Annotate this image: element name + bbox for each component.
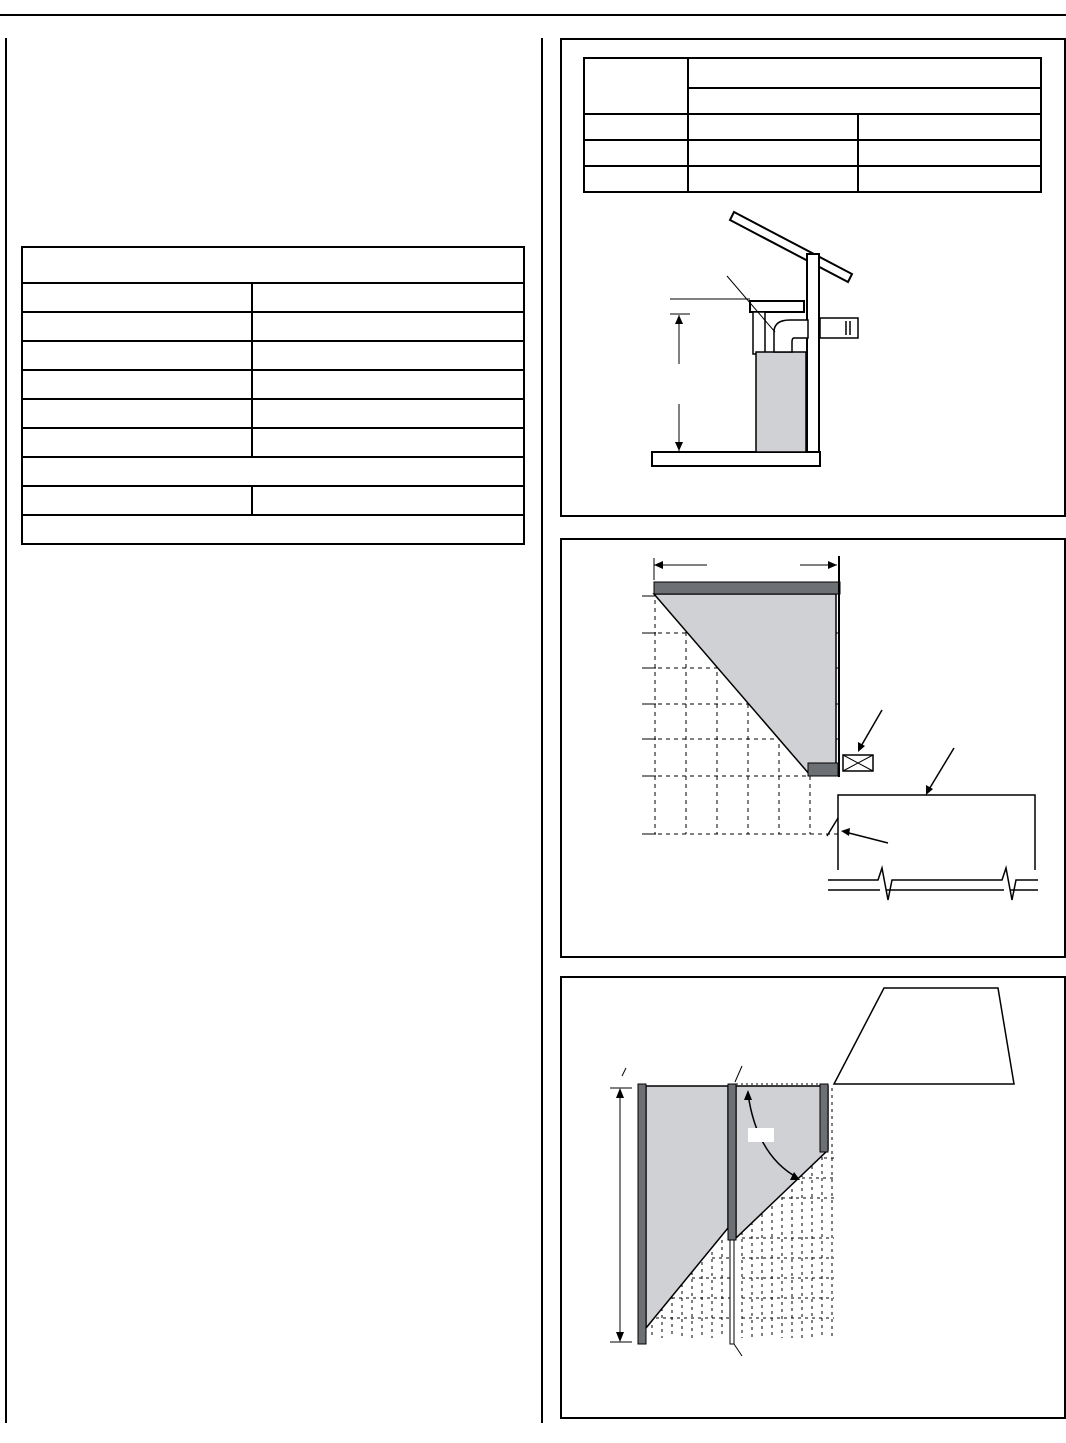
height-dimension: [610, 1068, 632, 1342]
table-cell: [22, 399, 252, 428]
angled-clearance-drawing: [562, 978, 1064, 1417]
height-dimension: [670, 299, 750, 451]
table-cell: [22, 341, 252, 370]
table-cell: [22, 428, 252, 457]
top-rule: [0, 14, 1066, 16]
table-cell: [252, 399, 524, 428]
spec-table-title: [22, 247, 524, 283]
clearance-zone: [654, 594, 836, 775]
left-column-text: [22, 40, 527, 250]
table-row: [22, 341, 524, 370]
vent-termination-drawing: [562, 40, 1064, 515]
spec-table-subheader: [22, 457, 524, 486]
table-cell: [252, 428, 524, 457]
table-row: [22, 428, 524, 457]
left-margin-rule: [5, 38, 7, 1423]
vent-symbol: [843, 710, 882, 771]
table-cell: [252, 312, 524, 341]
table-cell: [252, 486, 524, 515]
table-row: [22, 370, 524, 399]
tick-marks: [642, 596, 656, 834]
roof-line: [730, 212, 852, 282]
table-cell: [22, 370, 252, 399]
vent-cap: [750, 301, 858, 452]
table-row: [22, 312, 524, 341]
table-row: [22, 515, 524, 544]
table-row: [22, 486, 524, 515]
overhang-trapezoid: [834, 988, 1014, 1084]
table-row: [22, 399, 524, 428]
overhang-clearance-drawing: [562, 540, 1064, 956]
table-row: [22, 283, 524, 312]
table-cell: [252, 370, 524, 399]
table-row: [22, 457, 524, 486]
figure-panel-middle: [560, 538, 1066, 958]
table-cell: [22, 486, 252, 515]
table-cell: [22, 283, 252, 312]
column-divider: [541, 38, 543, 1423]
table-cell: [252, 283, 524, 312]
width-dimension: [654, 558, 837, 580]
spec-table: [21, 246, 525, 545]
break-line: [828, 868, 1038, 900]
table-cell: [252, 341, 524, 370]
spec-table-footer: [22, 515, 524, 544]
table-cell: [22, 312, 252, 341]
figure-panel-bottom: [560, 976, 1066, 1419]
figure-panel-top: [560, 38, 1066, 517]
left-clearance-zone: [646, 1086, 728, 1328]
